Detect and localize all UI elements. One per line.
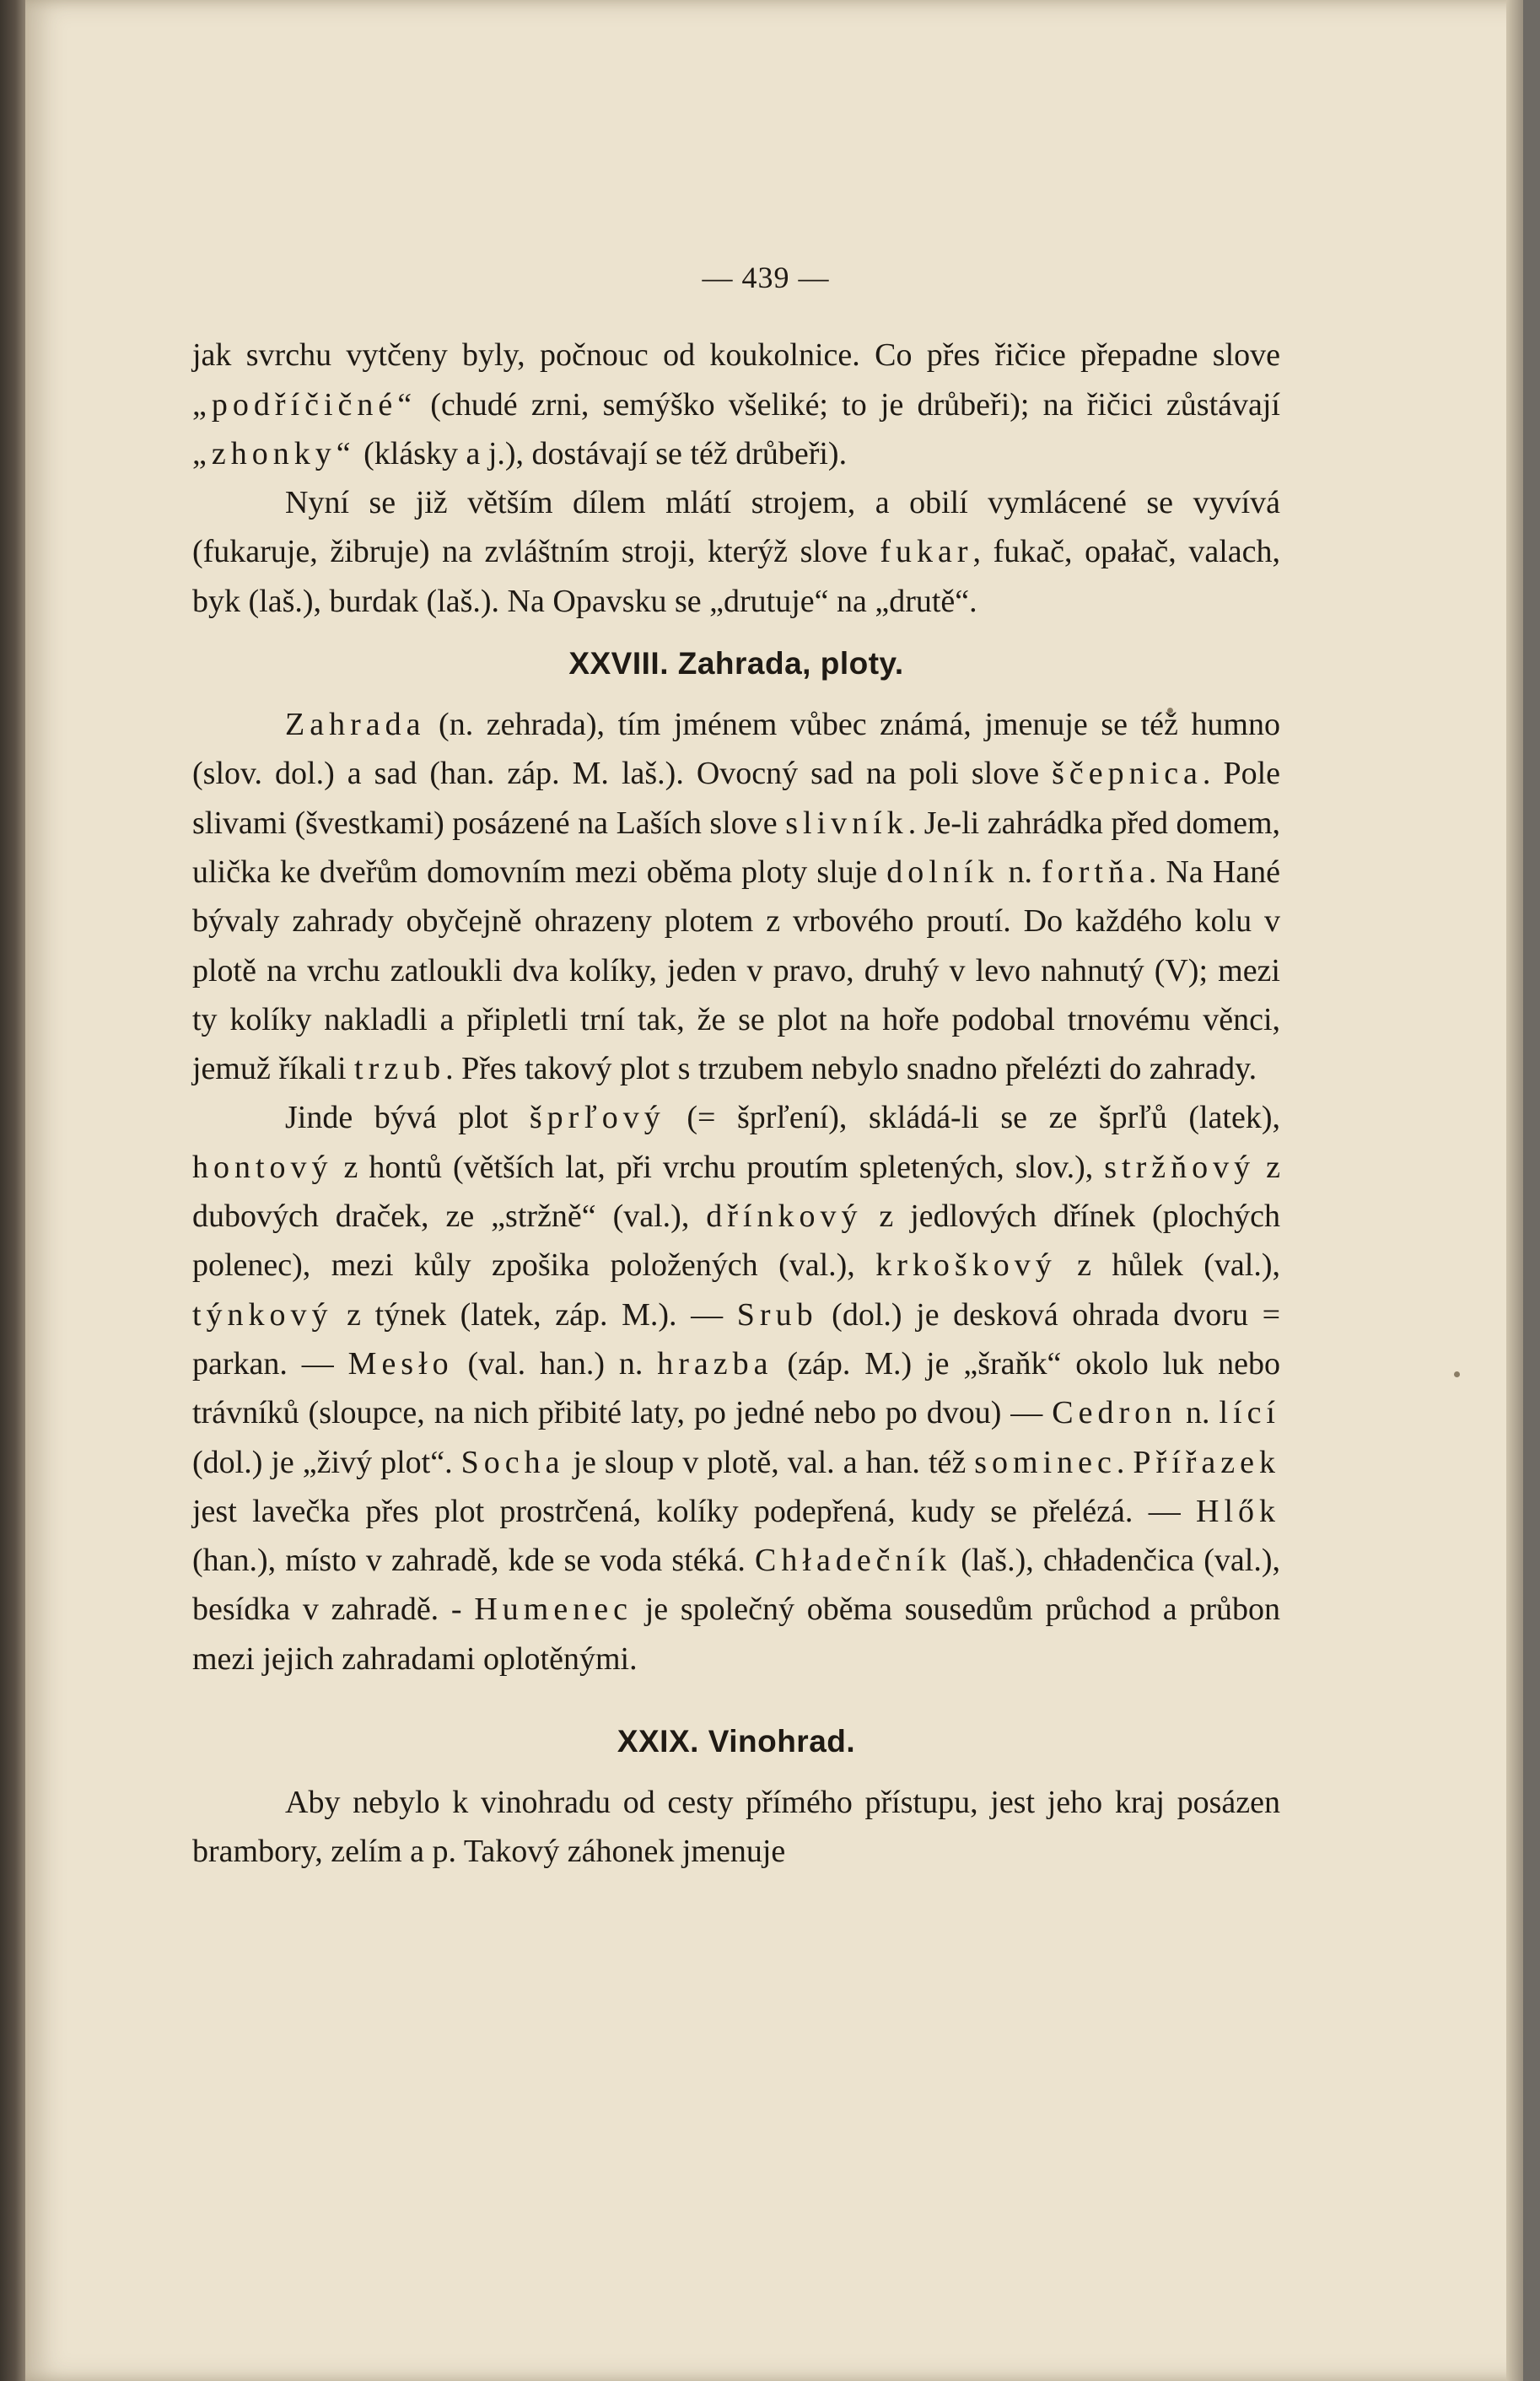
paragraph-threshing-continued [192,331,1280,478]
text-run: (= šprľení), skládá-li se ze šprľů (latek), [665,1100,1280,1136]
paragraph-fences [192,1093,1280,1683]
spaced-term: Socha [460,1444,565,1480]
text-run: z dubových draček, ze „stržně“ (val.), [192,1149,1280,1235]
spaced-term: Hlők [1196,1493,1280,1529]
spaced-term: Chładečník [755,1543,952,1579]
text-run: , fukač, opałač, valach, byk (laš.), burdak (laš.). Na Opavsku se „drutuje“ na „drutě“. [192,534,1280,619]
page-edge [1506,0,1523,2381]
text-run: z týnek (latek, záp. M.). — [332,1296,737,1333]
text-run: Jinde bývá plot [285,1100,530,1136]
spaced-term: Zahrada [285,707,426,743]
text-run: (klásky a j.), dostávají se též drůbeři). [355,435,848,471]
text-run: (dol.) je desková ohrada dvoru = parkan. — [192,1296,1280,1382]
spaced-term: šprľový [529,1100,665,1136]
text-run: (chudé zrni, semýško všeliké; to je drůbeři); na řičici zůstávají [417,386,1280,423]
spaced-term: Cedron [1052,1395,1177,1431]
spaced-term: Srub [736,1296,818,1333]
spaced-term: Přířazek [1133,1444,1281,1480]
spaced-term: Mesło [347,1345,454,1382]
text-run: je společný oběma sousedům průchod a průbon mezi jejich zahradami oplotěnými. [192,1592,1280,1677]
text-run: (záp. M.) je „šraňk“ okolo luk nebo trávníků (sloupce, na nich přibité laty, po jedné nebo po dvou) — [192,1345,1280,1431]
text-run: z hůlek (val.), [1056,1247,1281,1284]
spaced-term: dřínkový [706,1199,863,1235]
spaced-term: „podříčičné“ [192,386,417,423]
book-binding [0,0,25,2381]
spaced-term: „zhonky“ [192,435,356,471]
section-heading-garden: XXVIII. Zahrada, ploty. [568,646,904,681]
paragraph-threshing-machine [192,478,1280,626]
page-text [192,253,1280,1877]
paragraph-vineyard [192,1778,1280,1877]
text-run: Aby nebylo k vinohradu od cesty přímého přístupu, jest jeho kraj posázen brambory, zelím a p. Takový záhonek jmenuje [192,1785,1280,1870]
spaced-term: týnkový [192,1296,333,1333]
text-run: (val. han.) n. [453,1345,658,1382]
text-run: . Pole slivami (švestkami) posázené na Laších slove [192,756,1281,841]
text-run: (han.), místo v zahradě, kde se voda stéká. [192,1543,756,1579]
spaced-term: slivník [785,805,908,841]
spaced-term: lící [1219,1395,1280,1431]
spaced-term: stržňový [1104,1149,1256,1185]
text-run: . Je-li zahrádka před domem, ulička ke dveřům domovním mezi oběma ploty sluje [192,805,1281,890]
book-page [25,0,1523,2381]
spaced-term: Humenec [474,1592,633,1628]
section-heading-vineyard: XXIX. Vinohrad. [617,1724,856,1759]
paper-spot [1454,1371,1460,1377]
text-run: n. [999,854,1042,890]
text-run: . Na Hané bývaly zahrady obyčejně ohrazeny plotem z vrbového proutí. Do každého kolu v plotě na vrchu zatloukli dva kolíky, jeden v pravo, druhý v levo nahnutý (V); mezi ty kolíky nakladli a připletli trní tak, že se plot na hoře podobal trnovému věnci, jemuž říkali [192,854,1281,1087]
spaced-term: hontový [192,1149,333,1185]
text-run: z hontů (větších lat, při vrchu proutím spletených, slov.), [332,1149,1105,1185]
page-number: — 439 — [702,261,830,294]
text-run: . [1116,1444,1133,1480]
spaced-term: hrazba [657,1345,773,1382]
text-run: jest lavečka přes plot prostrčená, kolíky podepřená, kudy se přelézá. — [192,1493,1196,1529]
spaced-term: krkoškový [875,1247,1057,1284]
spaced-term: fortňa [1042,854,1149,890]
text-run: (n. zehrada), tím jménem vůbec známá, jmenuje se též humno (slov. dol.) a sad (han. záp. M. laš.). Ovocný sad na poli slove [192,707,1280,792]
spaced-term: dolník [886,854,999,890]
spaced-term: ščepnica [1052,756,1203,792]
spaced-term: sominec [974,1444,1117,1480]
text-run: Nyní se již větším dílem mlátí strojem, a obilí vymlácené se vyvívá (fukaruje, žibruje) na zvláštním stroji, kterýž slove [192,485,1280,570]
text-run: jak svrchu vytčeny byly, počnouc od koukolnice. Co přes řičice přepadne slove [192,337,1280,374]
text-run: z jedlových dřínek (plochých polenec), mezi kůly zpošika položených (val.), [192,1199,1280,1284]
text-run: . Přes takový plot s trzubem nebylo snadno přelézti do zahrady. [445,1051,1257,1087]
text-run: n. [1177,1395,1220,1431]
paragraph-garden [192,700,1280,1093]
text-run: je sloup v plotě, val. a han. též [564,1444,975,1480]
text-run: (laš.), chładenčica (val.), besídka v zahradě. - [192,1543,1280,1628]
spaced-term: fukar [880,534,973,570]
text-run: (dol.) je „živý plot“. [192,1444,461,1480]
spaced-term: trzub [354,1051,446,1087]
